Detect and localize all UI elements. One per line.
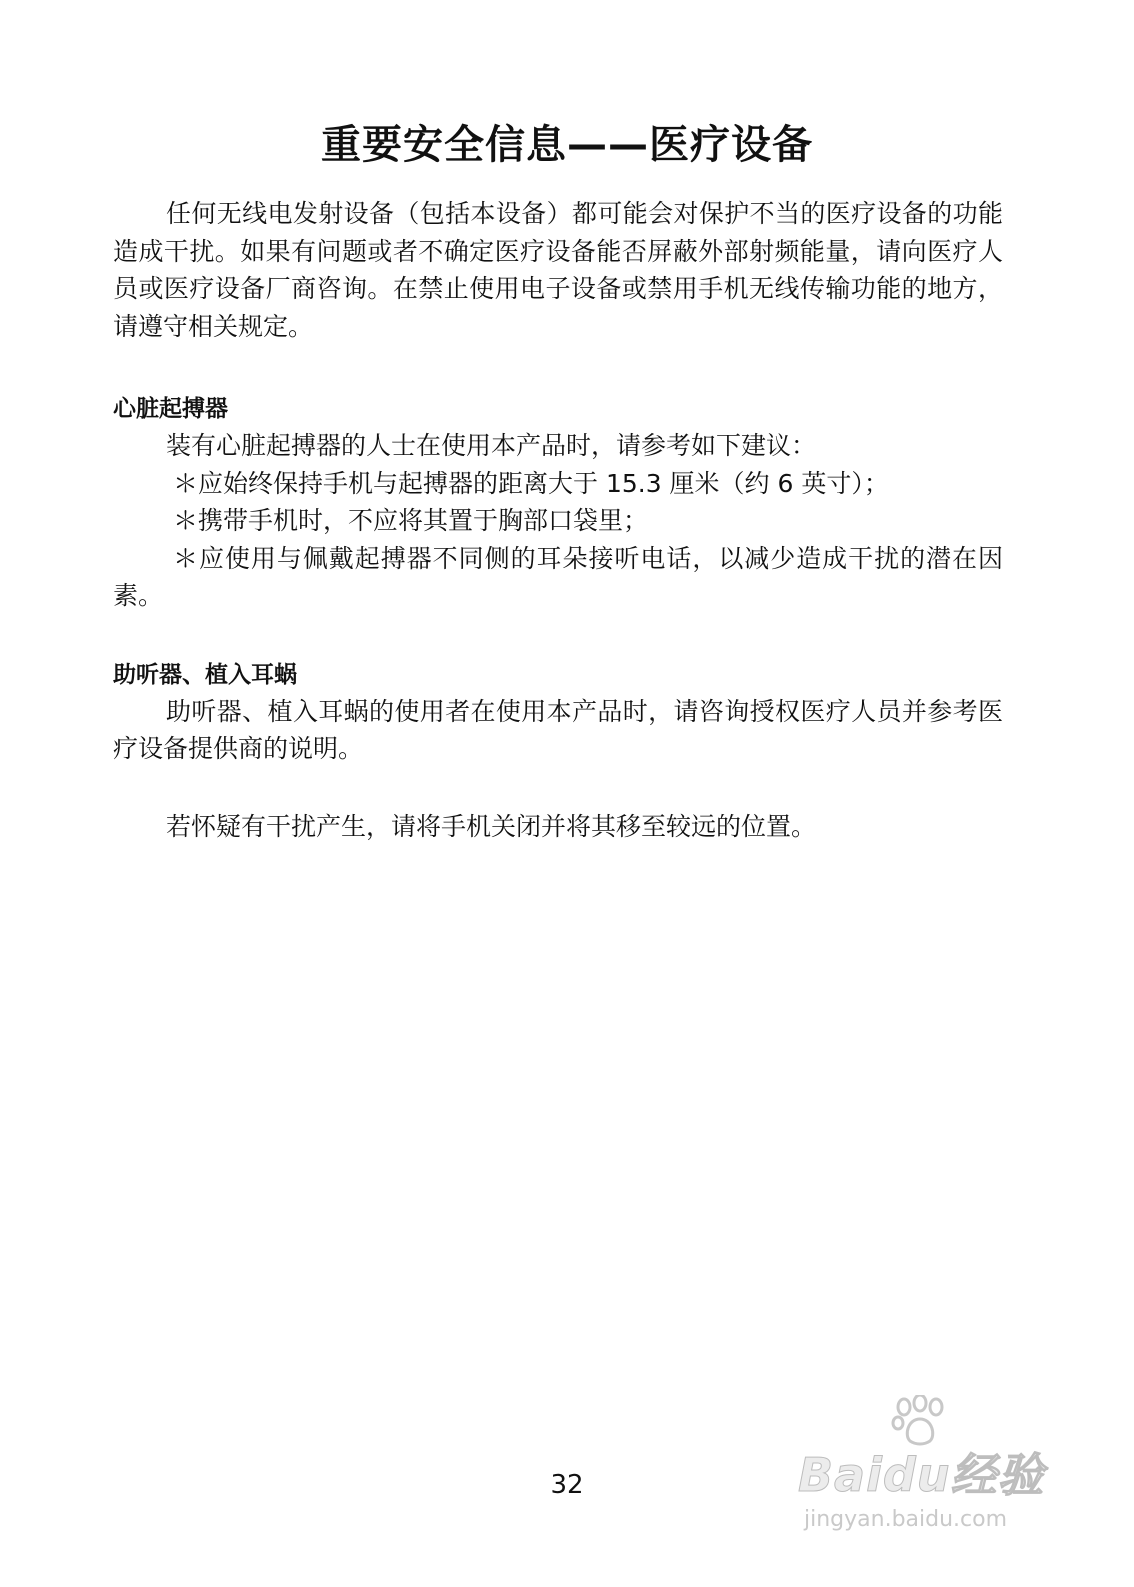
hearing-aid-paragraph: 助听器、植入耳蜗的使用者在使用本产品时，请咨询授权医疗人员并参考医疗设备提供商的说明。 (113, 696, 1003, 763)
page-number: 32 (550, 1470, 584, 1500)
paw-icon (890, 1395, 950, 1447)
hearing-aid-heading: 助听器、植入耳蜗 (113, 661, 297, 688)
closing-paragraph: 若怀疑有干扰产生，请将手机关闭并将其移至较远的位置。 (166, 811, 817, 841)
page-content (113, 195, 1003, 845)
pacemaker-heading: 心脏起搏器 (113, 396, 228, 422)
pacemaker-bullet: ＊应使用与佩戴起搏器不同侧的耳朵接听电话，以减少造成干扰的潜在因素。 (113, 543, 1003, 610)
pacemaker-bullet: ＊应始终保持手机与起搏器的距离大于 15.3 厘米（约 6 英寸）； (173, 468, 889, 498)
watermark-logo: Baidu经验 (798, 1448, 1045, 1502)
page-title: 重要安全信息——医疗设备 (321, 122, 813, 168)
watermark-url: jingyan.baidu.com (804, 1507, 1008, 1532)
intro-paragraph: 任何无线电发射设备（包括本设备）都可能会对保护不当的医疗设备的功能造成干扰。如果有问题或者不确定医疗设备能否屏蔽外部射频能量，请向医疗人员或医疗设备厂商咨询。在禁止使用电子设备或禁用手机无线传输功能的地方，请遵守相关规定。 (113, 199, 1003, 341)
pacemaker-bullet: ＊携带手机时，不应将其置于胸部口袋里； (173, 506, 649, 535)
pacemaker-lead: 装有心脏起搏器的人士在使用本产品时，请参考如下建议： (166, 431, 817, 460)
